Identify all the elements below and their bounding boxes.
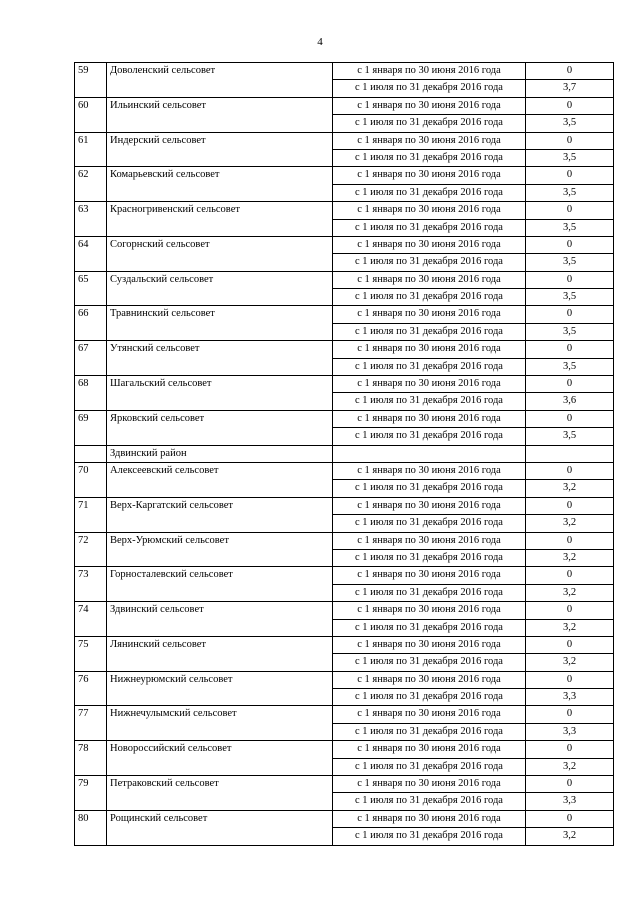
value-second-cell: 3,5 bbox=[526, 428, 614, 445]
table-row bbox=[75, 810, 614, 827]
entity-name-cell: Нижнеурюмский сельсовет bbox=[107, 671, 333, 706]
period-second-cell: с 1 июля по 31 декабря 2016 года bbox=[333, 254, 526, 271]
table-row bbox=[75, 410, 614, 427]
entity-name-cell: Комарьевский сельсовет bbox=[107, 167, 333, 202]
period-first-cell: с 1 января по 30 июня 2016 года bbox=[333, 97, 526, 114]
period-first-cell: с 1 января по 30 июня 2016 года bbox=[333, 776, 526, 793]
row-number-cell: 75 bbox=[75, 636, 107, 671]
row-number-cell: 74 bbox=[75, 602, 107, 637]
page-number: 4 bbox=[317, 36, 323, 48]
value-first-cell: 0 bbox=[526, 341, 614, 358]
period-second-cell: с 1 июля по 31 декабря 2016 года bbox=[333, 793, 526, 810]
period-second-cell: с 1 июля по 31 декабря 2016 года bbox=[333, 828, 526, 845]
period-first-cell: с 1 января по 30 июня 2016 года bbox=[333, 497, 526, 514]
period-second-cell: с 1 июля по 31 декабря 2016 года bbox=[333, 549, 526, 566]
value-second-cell: 3,3 bbox=[526, 689, 614, 706]
value-second-cell: 3,2 bbox=[526, 584, 614, 601]
row-number-cell: 78 bbox=[75, 741, 107, 776]
table-row bbox=[75, 671, 614, 688]
entity-name-cell: Нижнечулымский сельсовет bbox=[107, 706, 333, 741]
period-second-cell: с 1 июля по 31 декабря 2016 года bbox=[333, 723, 526, 740]
value-second-cell: 3,7 bbox=[526, 80, 614, 97]
period-second-cell: с 1 июля по 31 декабря 2016 года bbox=[333, 149, 526, 166]
value-first-cell: 0 bbox=[526, 306, 614, 323]
period-first-cell: с 1 января по 30 июня 2016 года bbox=[333, 202, 526, 219]
entity-name-cell: Ярковский сельсовет bbox=[107, 410, 333, 445]
table-row bbox=[75, 376, 614, 393]
period-second-cell: с 1 июля по 31 декабря 2016 года bbox=[333, 289, 526, 306]
table-row bbox=[75, 341, 614, 358]
entity-name-cell: Рощинский сельсовет bbox=[107, 810, 333, 845]
table-row bbox=[75, 532, 614, 549]
table-row bbox=[75, 602, 614, 619]
row-number-cell: 60 bbox=[75, 97, 107, 132]
table-row bbox=[75, 236, 614, 253]
rates-table-body bbox=[75, 63, 614, 846]
period-first-cell: с 1 января по 30 июня 2016 года bbox=[333, 636, 526, 653]
row-number-cell: 80 bbox=[75, 810, 107, 845]
row-number-cell: 73 bbox=[75, 567, 107, 602]
period-first-cell: с 1 января по 30 июня 2016 года bbox=[333, 810, 526, 827]
value-second-cell: 3,5 bbox=[526, 149, 614, 166]
value-second-cell: 3,2 bbox=[526, 654, 614, 671]
entity-name-cell: Ильинский сельсовет bbox=[107, 97, 333, 132]
period-second-cell: с 1 июля по 31 декабря 2016 года bbox=[333, 480, 526, 497]
period-first-cell: с 1 января по 30 июня 2016 года bbox=[333, 376, 526, 393]
rates-table bbox=[74, 62, 614, 846]
row-number-cell: 62 bbox=[75, 167, 107, 202]
entity-name-cell: Утянский сельсовет bbox=[107, 341, 333, 376]
value-second-cell: 3,6 bbox=[526, 393, 614, 410]
value-second-cell: 3,2 bbox=[526, 480, 614, 497]
value-second-cell: 3,5 bbox=[526, 358, 614, 375]
row-number-cell: 59 bbox=[75, 63, 107, 98]
period-second-cell: с 1 июля по 31 декабря 2016 года bbox=[333, 654, 526, 671]
value-first-cell: 0 bbox=[526, 236, 614, 253]
value-first-cell: 0 bbox=[526, 167, 614, 184]
value-first-cell: 0 bbox=[526, 776, 614, 793]
table-row bbox=[75, 132, 614, 149]
value-first-cell: 0 bbox=[526, 271, 614, 288]
period-second-cell: с 1 июля по 31 декабря 2016 года bbox=[333, 619, 526, 636]
entity-name-cell: Верх-Урюмский сельсовет bbox=[107, 532, 333, 567]
value-second-cell: 3,2 bbox=[526, 619, 614, 636]
row-number-cell: 61 bbox=[75, 132, 107, 167]
period-cell bbox=[333, 445, 526, 462]
period-first-cell: с 1 января по 30 июня 2016 года bbox=[333, 63, 526, 80]
table-row bbox=[75, 497, 614, 514]
entity-name-cell: Доволенский сельсовет bbox=[107, 63, 333, 98]
period-second-cell: с 1 июля по 31 декабря 2016 года bbox=[333, 584, 526, 601]
value-second-cell: 3,2 bbox=[526, 758, 614, 775]
row-number-cell: 71 bbox=[75, 497, 107, 532]
period-first-cell: с 1 января по 30 июня 2016 года bbox=[333, 567, 526, 584]
period-second-cell: с 1 июля по 31 декабря 2016 года bbox=[333, 393, 526, 410]
table-row bbox=[75, 741, 614, 758]
period-first-cell: с 1 января по 30 июня 2016 года bbox=[333, 532, 526, 549]
value-second-cell: 3,2 bbox=[526, 515, 614, 532]
entity-name-cell: Новороссийский сельсовет bbox=[107, 741, 333, 776]
entity-name-cell: Петраковский сельсовет bbox=[107, 776, 333, 811]
entity-name-cell: Горносталевский сельсовет bbox=[107, 567, 333, 602]
value-first-cell: 0 bbox=[526, 376, 614, 393]
period-first-cell: с 1 января по 30 июня 2016 года bbox=[333, 306, 526, 323]
period-second-cell: с 1 июля по 31 декабря 2016 года bbox=[333, 515, 526, 532]
value-first-cell: 0 bbox=[526, 741, 614, 758]
value-first-cell: 0 bbox=[526, 671, 614, 688]
period-first-cell: с 1 января по 30 июня 2016 года bbox=[333, 341, 526, 358]
table-row bbox=[75, 167, 614, 184]
value-first-cell: 0 bbox=[526, 410, 614, 427]
entity-name-cell: Лянинский сельсовет bbox=[107, 636, 333, 671]
district-name-cell: Здвинский район bbox=[107, 445, 333, 462]
value-first-cell: 0 bbox=[526, 602, 614, 619]
row-number-cell: 67 bbox=[75, 341, 107, 376]
period-first-cell: с 1 января по 30 июня 2016 года bbox=[333, 132, 526, 149]
value-first-cell: 0 bbox=[526, 810, 614, 827]
table-row bbox=[75, 306, 614, 323]
value-second-cell: 3,5 bbox=[526, 289, 614, 306]
period-first-cell: с 1 января по 30 июня 2016 года bbox=[333, 706, 526, 723]
district-row bbox=[75, 445, 614, 462]
value-second-cell: 3,3 bbox=[526, 723, 614, 740]
entity-name-cell: Травнинский сельсовет bbox=[107, 306, 333, 341]
entity-name-cell: Красногривенский сельсовет bbox=[107, 202, 333, 237]
row-number-cell: 72 bbox=[75, 532, 107, 567]
row-number-cell: 77 bbox=[75, 706, 107, 741]
period-first-cell: с 1 января по 30 июня 2016 года bbox=[333, 741, 526, 758]
period-second-cell: с 1 июля по 31 декабря 2016 года bbox=[333, 358, 526, 375]
entity-name-cell: Суздальский сельсовет bbox=[107, 271, 333, 306]
entity-name-cell: Алексеевский сельсовет bbox=[107, 462, 333, 497]
period-first-cell: с 1 января по 30 июня 2016 года bbox=[333, 236, 526, 253]
value-first-cell: 0 bbox=[526, 63, 614, 80]
period-second-cell: с 1 июля по 31 декабря 2016 года bbox=[333, 758, 526, 775]
value-first-cell: 0 bbox=[526, 636, 614, 653]
value-second-cell: 3,5 bbox=[526, 184, 614, 201]
value-second-cell: 3,5 bbox=[526, 115, 614, 132]
row-number-cell: 65 bbox=[75, 271, 107, 306]
row-number-cell: 69 bbox=[75, 410, 107, 445]
value-cell bbox=[526, 445, 614, 462]
value-first-cell: 0 bbox=[526, 497, 614, 514]
row-number-cell: 70 bbox=[75, 462, 107, 497]
row-number-cell: 76 bbox=[75, 671, 107, 706]
period-first-cell: с 1 января по 30 июня 2016 года bbox=[333, 410, 526, 427]
period-first-cell: с 1 января по 30 июня 2016 года bbox=[333, 462, 526, 479]
entity-name-cell: Шагальский сельсовет bbox=[107, 376, 333, 411]
row-number-cell: 68 bbox=[75, 376, 107, 411]
entity-name-cell: Верх-Каргатский сельсовет bbox=[107, 497, 333, 532]
period-second-cell: с 1 июля по 31 декабря 2016 года bbox=[333, 115, 526, 132]
value-second-cell: 3,5 bbox=[526, 254, 614, 271]
period-first-cell: с 1 января по 30 июня 2016 года bbox=[333, 167, 526, 184]
value-second-cell: 3,2 bbox=[526, 549, 614, 566]
value-first-cell: 0 bbox=[526, 97, 614, 114]
entity-name-cell: Индерский сельсовет bbox=[107, 132, 333, 167]
period-first-cell: с 1 января по 30 июня 2016 года bbox=[333, 671, 526, 688]
row-number-cell: 63 bbox=[75, 202, 107, 237]
value-second-cell: 3,3 bbox=[526, 793, 614, 810]
table-row bbox=[75, 202, 614, 219]
value-first-cell: 0 bbox=[526, 202, 614, 219]
table-row bbox=[75, 636, 614, 653]
row-number-cell: 64 bbox=[75, 236, 107, 271]
period-first-cell: с 1 января по 30 июня 2016 года bbox=[333, 271, 526, 288]
table-row bbox=[75, 706, 614, 723]
entity-name-cell: Согорнский сельсовет bbox=[107, 236, 333, 271]
table-row bbox=[75, 567, 614, 584]
table-row bbox=[75, 271, 614, 288]
value-first-cell: 0 bbox=[526, 532, 614, 549]
value-second-cell: 3,5 bbox=[526, 219, 614, 236]
period-second-cell: с 1 июля по 31 декабря 2016 года bbox=[333, 428, 526, 445]
value-first-cell: 0 bbox=[526, 706, 614, 723]
value-second-cell: 3,2 bbox=[526, 828, 614, 845]
period-first-cell: с 1 января по 30 июня 2016 года bbox=[333, 602, 526, 619]
period-second-cell: с 1 июля по 31 декабря 2016 года bbox=[333, 219, 526, 236]
value-second-cell: 3,5 bbox=[526, 323, 614, 340]
period-second-cell: с 1 июля по 31 декабря 2016 года bbox=[333, 689, 526, 706]
period-second-cell: с 1 июля по 31 декабря 2016 года bbox=[333, 184, 526, 201]
value-first-cell: 0 bbox=[526, 462, 614, 479]
table-row bbox=[75, 63, 614, 80]
period-second-cell: с 1 июля по 31 декабря 2016 года bbox=[333, 323, 526, 340]
entity-name-cell: Здвинский сельсовет bbox=[107, 602, 333, 637]
table-row bbox=[75, 776, 614, 793]
table-row bbox=[75, 97, 614, 114]
row-number-cell bbox=[75, 445, 107, 462]
table-row bbox=[75, 462, 614, 479]
period-second-cell: с 1 июля по 31 декабря 2016 года bbox=[333, 80, 526, 97]
row-number-cell: 66 bbox=[75, 306, 107, 341]
value-first-cell: 0 bbox=[526, 567, 614, 584]
value-first-cell: 0 bbox=[526, 132, 614, 149]
row-number-cell: 79 bbox=[75, 776, 107, 811]
